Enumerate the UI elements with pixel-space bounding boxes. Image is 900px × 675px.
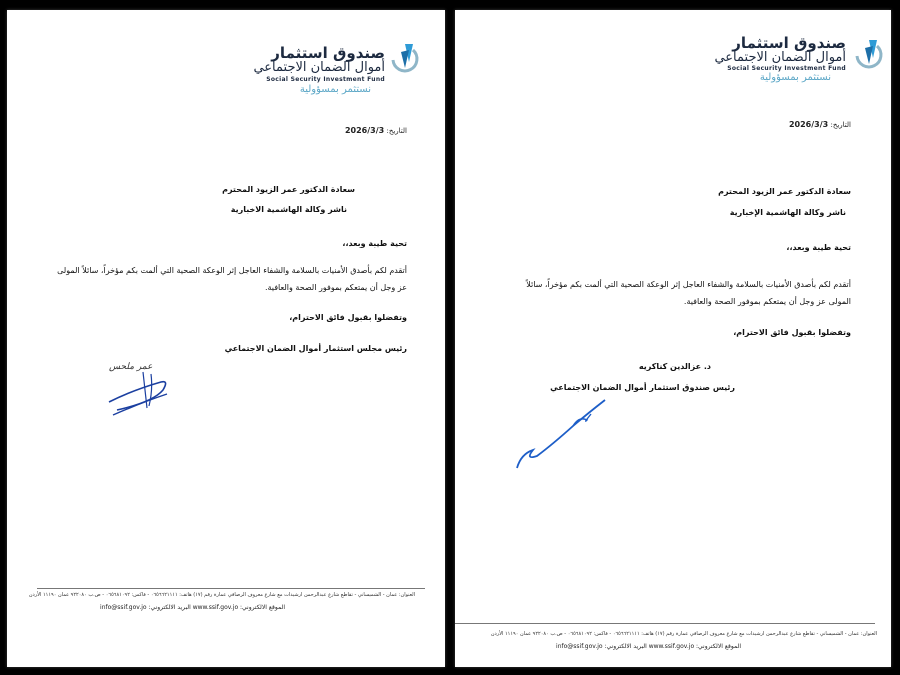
- closing: وتفضلوا بقبول فائق الاحترام،: [733, 328, 851, 337]
- recipient-name: سعادة الدكتور عمر الزيود المحترم: [718, 187, 851, 196]
- footer-address: العنوان: عمان - الشميساني - تقاطع شارع عبدالرحمن ارشيدات مع شارع معروف الرصافي عمارة رقم (١٧) هاتف: ٠٦٥٦٦٢١١١١ - فاكس: ٠٦٥٦٨١٠٩٢ - ص.ب ٩٢٢٠٨٠ عمان ١١١٩٠ الأردن: [28, 592, 415, 598]
- logo-english-name: Social Security Investment Fund: [266, 76, 385, 83]
- logo-slogan: نستثمر بمسؤولية: [759, 72, 831, 83]
- logo-arabic-line1: صندوق استثمار: [271, 44, 385, 62]
- signatory-name: د. عزالدين كناكريه: [638, 362, 711, 371]
- greeting: تحية طيبة وبعد،،: [342, 239, 407, 248]
- body-line-1: أتقدم لكم بأصدق الأمنيات بالسلامة والشفاء العاجل إثر الوعكة الصحية التي ألمت بكم مؤخراً، سائلاً المولى: [57, 266, 407, 275]
- body-line-2: المولى عز وجل أن يمتعكم بموفور الصحة والعافية.: [683, 297, 851, 306]
- date-value: 2026/3/3: [788, 120, 829, 129]
- signature-stamp: عمر ملحس: [109, 362, 153, 372]
- footer-web: الموقع الالكتروني: www.ssif.gov.jo البريد الالكتروني: info@ssif.gov.jo: [556, 643, 741, 650]
- greeting: تحية طيبة وبعد،،: [786, 243, 851, 252]
- ssif-logo-icon: [387, 40, 421, 80]
- right-letter-page: [455, 10, 891, 667]
- signatory-title: رئيس صندوق استثمار أموال الضمان الاجتماعي: [550, 383, 735, 392]
- letter-body: [491, 276, 851, 310]
- date-label: التاريخ:: [830, 121, 851, 129]
- logo-arabic-line1: صندوق استثمار: [732, 34, 846, 52]
- footer-address: العنوان: عمان - الشميساني - تقاطع شارع عبدالرحمن ارشيدات مع شارع معروف الرصافي عمارة رقم (١٧) هاتف: ٠٦٥٦٦٢١١١١ - فاكس: ٠٦٥٦٨١٠٩٢ - ص.ب ٩٢٢٠٨٠ عمان ١١١٩٠ الأردن: [490, 631, 877, 637]
- left-letter-page: [7, 10, 445, 667]
- logo-arabic-line2: أموال الضمان الاجتماعي: [253, 60, 385, 75]
- handwritten-signature: [513, 394, 613, 474]
- signatory-title: رئيس مجلس استثمار أموال الضمان الاجتماعي: [224, 344, 407, 353]
- date-line: [345, 126, 407, 135]
- date-value: 2026/3/3: [344, 126, 385, 135]
- recipient-title: ناشر وكالة الهاشمية الاخبارية: [230, 205, 347, 214]
- letter-body: [47, 262, 407, 296]
- date-label: التاريخ:: [386, 127, 407, 135]
- footer-divider: [455, 623, 875, 624]
- logo-arabic-line2: أموال الضمان الاجتماعي: [714, 50, 846, 65]
- handwritten-signature: [103, 360, 183, 420]
- body-line-1: أتقدم لكم بأصدق الأمنيات بالسلامة والشفاء العاجل إثر الوعكة الصحية التي ألمت بكم مؤخراً، سائلاً: [526, 280, 851, 289]
- ssif-logo-icon: [851, 36, 885, 76]
- recipient-title: ناشر وكالة الهاشمية الإخبارية: [729, 208, 846, 217]
- body-line-2: عز وجل أن يمتعكم بموفور الصحة والعافية.: [264, 283, 407, 292]
- date-line: [789, 120, 851, 129]
- recipient-name: سعادة الدكتور عمر الزيود المحترم: [222, 185, 355, 194]
- footer-web: الموقع الالكتروني: www.ssif.gov.jo البريد الالكتروني: info@ssif.gov.jo: [100, 604, 285, 611]
- closing: وتفضلوا بقبول فائق الاحترام،: [289, 313, 407, 322]
- logo-slogan: نستثمر بمسؤولية: [299, 84, 371, 95]
- footer-divider: [37, 588, 425, 589]
- logo-english-name: Social Security Investment Fund: [727, 65, 846, 72]
